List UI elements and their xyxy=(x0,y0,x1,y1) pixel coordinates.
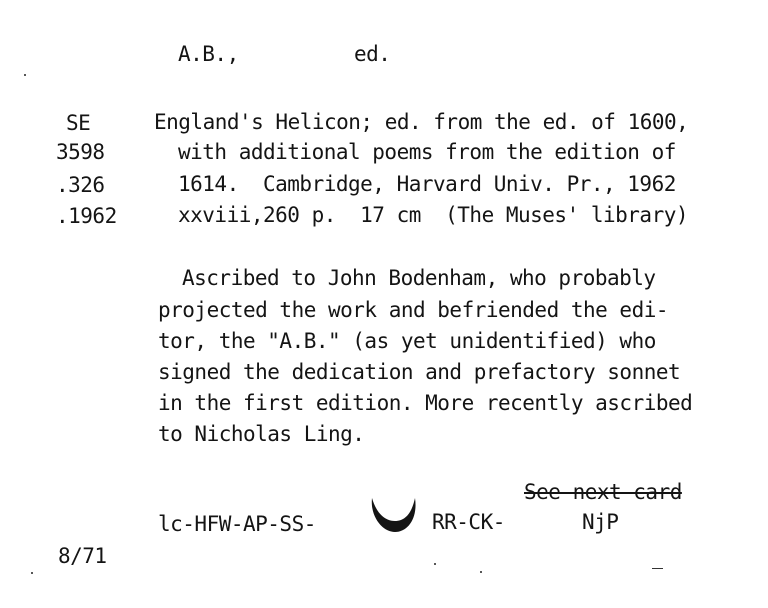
call-number-line-2: 3598 xyxy=(56,140,105,164)
tracing-left: lc-HFW-AP-SS- xyxy=(158,512,316,536)
note-line-6: to Nicholas Ling. xyxy=(158,422,365,446)
title-line-3: 1614. Cambridge, Harvard Univ. Pr., 1962 xyxy=(178,172,676,196)
title-line-4: xxviii,260 p. 17 cm (The Muses' library) xyxy=(178,203,689,227)
next-card-note: See next card xyxy=(524,480,682,504)
punch-hole-mark-shape xyxy=(372,498,416,532)
call-number-line-3: .326 xyxy=(56,173,105,197)
scan-speck xyxy=(480,571,482,573)
note-line-2: projected the work and befriended the edi- xyxy=(158,298,669,322)
library-code: NjP xyxy=(582,510,619,534)
heading-author: A.B., xyxy=(178,42,239,66)
title-line-1: England's Helicon; ed. from the ed. of 1600, xyxy=(154,110,689,134)
note-line-3: tor, the "A.B." (as yet unidentified) who xyxy=(158,329,656,353)
scan-speck xyxy=(24,74,26,76)
call-number-line-1: SE xyxy=(66,111,91,135)
scan-mark xyxy=(652,568,663,569)
note-line-5: in the first edition. More recently ascribed xyxy=(158,391,693,415)
scan-speck xyxy=(434,563,436,565)
punch-hole-mark-icon xyxy=(368,494,420,538)
title-line-2: with additional poems from the edition of xyxy=(178,140,676,164)
scan-speck xyxy=(31,572,33,574)
tracing-right: RR-CK- xyxy=(432,510,505,534)
heading-role: ed. xyxy=(354,42,391,66)
note-line-4: signed the dedication and prefactory sonnet xyxy=(158,360,681,384)
call-number-line-4: .1962 xyxy=(56,204,117,228)
note-line-1: Ascribed to John Bodenham, who probably xyxy=(182,266,656,290)
card-date: 8/71 xyxy=(58,544,107,568)
